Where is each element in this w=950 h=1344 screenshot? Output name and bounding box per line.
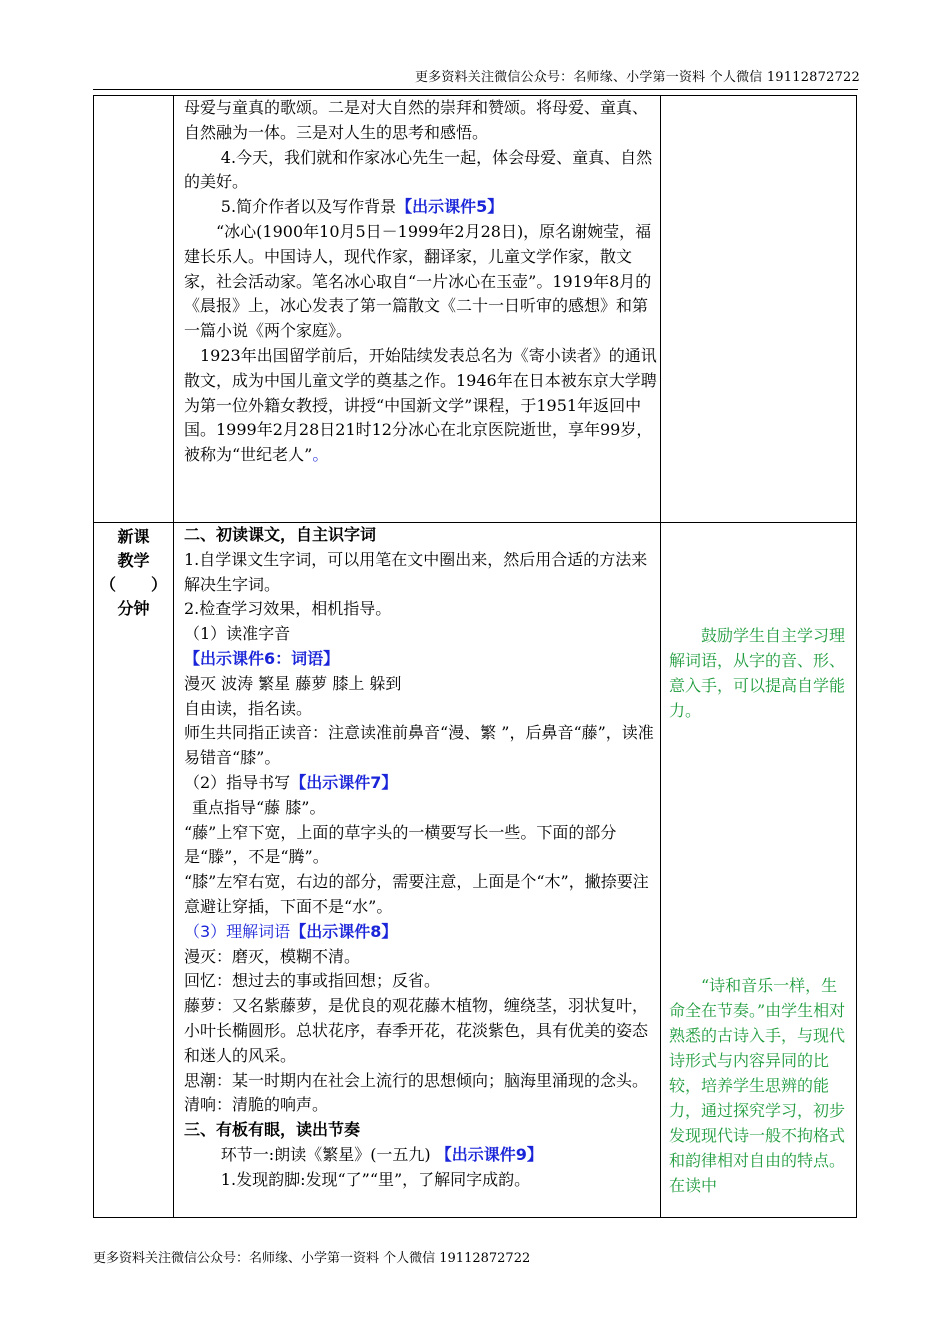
paragraph <box>184 195 658 220</box>
header-divider <box>93 89 858 90</box>
courseware-tag: 【出示课件5】 <box>396 197 504 217</box>
page-header: 更多资料关注微信公众号：名师缘、小学第一资料 个人微信 19112872722 <box>414 70 860 85</box>
label-text: 教学 <box>117 551 150 570</box>
notes-cell-empty <box>661 96 857 523</box>
paragraph-text: （2）指导书写 <box>184 772 291 792</box>
content-cell <box>174 96 661 523</box>
label-text: 分钟 <box>117 599 150 618</box>
label-cell <box>94 523 174 1218</box>
word-list: 漫灭 波涛 繁星 藤萝 膝上 躲到 <box>184 673 402 693</box>
paragraph-text: 5.简介作者以及写作背景 <box>220 197 397 217</box>
paragraph: 师生共同指正读音：注意读准前鼻音“漫、繁 ”，后鼻音“藤”，读准易错音“膝”。 <box>184 723 654 768</box>
definition: 思潮：某一时期内在社会上流行的思想倾向；脑海里涌现的念头。 <box>184 1070 649 1090</box>
definition: 清响：清脆的响声。 <box>184 1095 329 1115</box>
paragraph-text: （3）理解词语 <box>184 921 291 941</box>
paragraph: 1.发现韵脚:发现“了”“里”，了解同字成韵。 <box>220 1169 531 1189</box>
paragraph: 重点指导“藤 膝”。 <box>192 797 326 817</box>
label-text: 新课 <box>117 527 150 546</box>
lesson-table <box>93 95 857 1218</box>
courseware-tag: 【出示课件8】 <box>290 921 398 941</box>
paragraph: 母爱与童真的歌颂。二是对大自然的崇拜和赞颂。将母爱、童真、自然融为一体。三是对人生的思考和感悟。 <box>184 98 649 142</box>
paragraph: 自由读，指名读。 <box>184 698 313 718</box>
label-cell-empty <box>94 96 174 523</box>
table-row <box>94 96 857 523</box>
definition: 漫灭：磨灭，模糊不清。 <box>184 946 361 966</box>
content-cell <box>174 523 661 1218</box>
teaching-note: “诗和音乐一样，生命全在节奏。”由学生相对熟悉的古诗入手，与现代诗形式与内容异同的比较，培养学生思辨的能力，通过探究学习，初步发现现代诗一般不拘格式和韵律相对自由的特点。在读中 <box>669 976 846 1195</box>
paragraph: “藤”上窄下宽，上面的草字头的一横要写长一些。下面的部分是“滕”，不是“腾”。 <box>184 822 617 867</box>
paragraph: “膝”左窄右宽，右边的部分，需要注意，上面是个“木”，撇捺要注意避让穿插，下面不是“水”。 <box>184 872 649 916</box>
paragraph: 1.自学课文生字词，可以用笔在文中圈出来，然后用合适的方法来解决生字词。 <box>184 549 648 594</box>
paren-open: （ <box>100 575 117 594</box>
paragraph: 2.检查学习效果，相机指导。 <box>184 599 392 619</box>
author-intro: “冰心(1900年10月5日－1999年2月28日)，原名谢婉莹，福建长乐人。中国诗人，现代作家，翻译家，儿童文学作家，散文家，社会活动家。笔名冰心取自“一片冰心在玉壶”。1919年8月的《晨报》上，冰心发表了第一篇散文《二十一日听审的感想》和第一篇小说《两个家庭》。 <box>184 221 652 341</box>
paragraph-text: 环节一:朗读《繁星》(一五九) <box>220 1144 431 1164</box>
paragraph-text: 1923年出国留学前后，开始陆续发表总名为《寄小读者》的通讯散文，成为中国儿童文学的奠基之作。1946年在日本被东京大学聘为第一位外籍女教授，讲授“中国新文学”课程，于1951年返回中国。1999年2月28日21时12分冰心在北京医院逝世，享年99岁，被称为“世纪老人” <box>184 345 657 465</box>
page-footer: 更多资料关注微信公众号：名师缘、小学第一资料 个人微信 19112872722 <box>93 1251 531 1266</box>
paragraph <box>184 920 658 945</box>
definition: 藤萝：又名紫藤萝，是优良的观花藤木植物，缠绕茎，羽状复叶，小叶长椭圆形。总状花序，春季开花，花淡紫色，具有优美的姿态和迷人的风采。 <box>184 996 649 1065</box>
paragraph: 4.今天，我们就和作家冰心先生一起，体会母爱、童真、自然的美好。 <box>184 147 653 192</box>
courseware-tag: 【出示课件7】 <box>290 772 398 792</box>
paragraph <box>184 771 658 796</box>
table-row <box>94 523 857 1218</box>
author-intro <box>184 344 658 468</box>
section-title: 三、有板有眼，读出节奏 <box>184 1120 361 1140</box>
paren-close: ） <box>150 575 167 594</box>
notes-cell <box>661 523 857 1218</box>
definition: 回忆：想过去的事或指回想；反省。 <box>184 971 441 991</box>
paragraph-end: 。 <box>312 445 329 465</box>
courseware-tag: 【出示课件9】 <box>435 1144 543 1164</box>
courseware-tag: 【出示课件6：词语】 <box>184 648 340 668</box>
paragraph <box>184 1143 658 1168</box>
section-title: 二、初读课文，自主识字词 <box>184 525 377 544</box>
paragraph: （1）读准字音 <box>184 624 291 644</box>
teaching-note: 鼓励学生自主学习理解词语，从字的音、形、意入手，可以提高自学能力。 <box>669 626 846 720</box>
